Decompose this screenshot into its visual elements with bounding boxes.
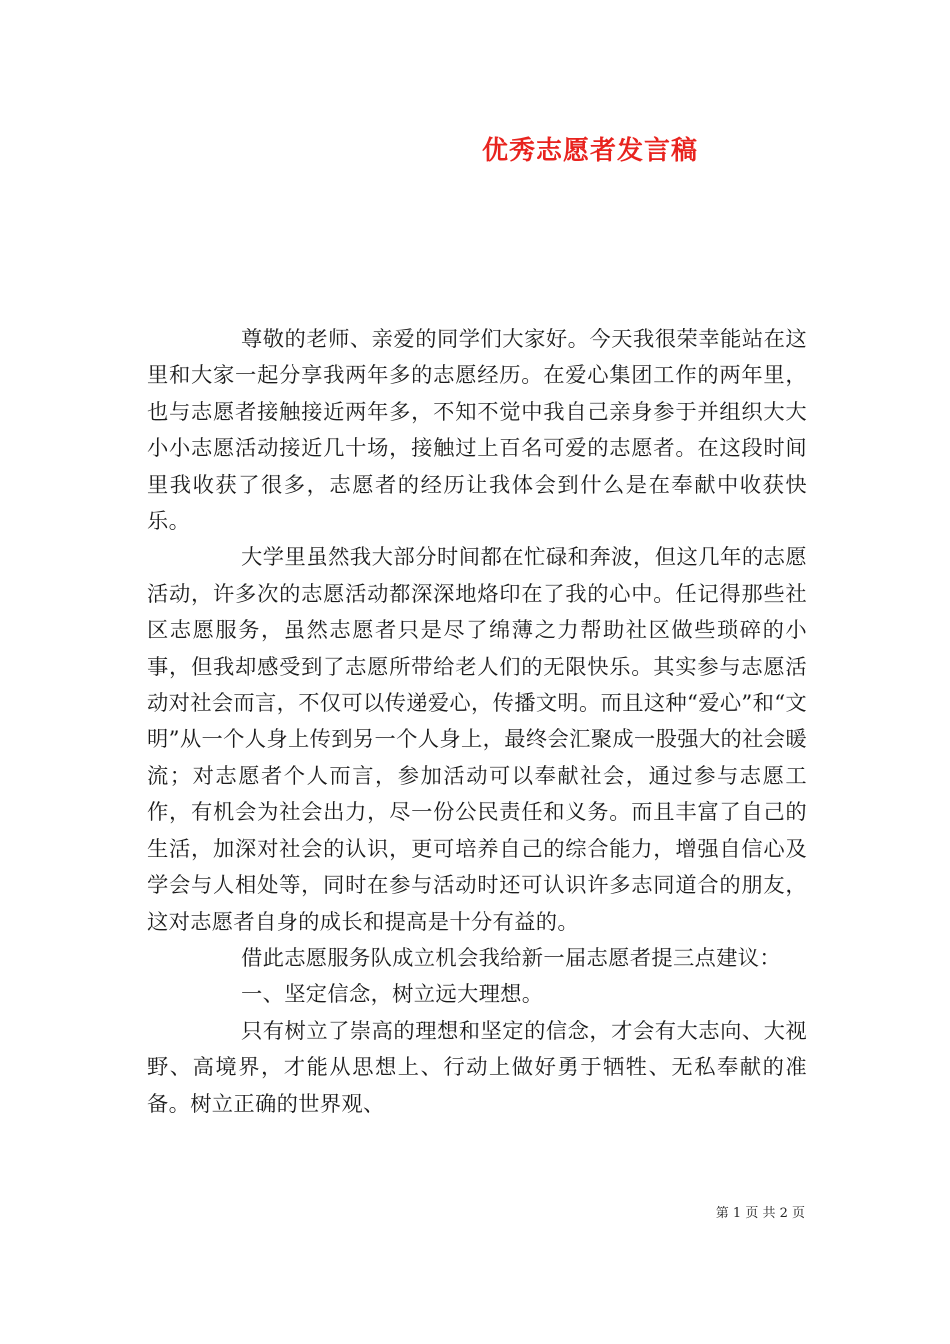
paragraph-1: 尊敬的老师、亲爱的同学们大家好。今天我很荣幸能站在这里和大家一起分享我两年多的志愿经历。在爱心集团工作的两年里，也与志愿者接触接近两年多，不知不觉中我自己亲身参于并组织大大小小志愿活动接近几十场，接触过上百名可爱的志愿者。在这段时间里我收获了很多，志愿者的经历让我体会到什么是在奉献中收获快乐。: [147, 327, 807, 535]
paragraph-4: 一、坚定信念，树立远大理想。: [241, 982, 544, 1008]
page-number-footer: 第 1 页 共 2 页: [715, 1206, 805, 1221]
paragraph-5: 只有树立了崇高的理想和坚定的信念，才会有大志向、大视野、高境界，才能从思想上、行动上做好勇于牺牲、无私奉献的准备。树立正确的世界观、: [147, 1018, 807, 1117]
paragraph-2: 大学里虽然我大部分时间都在忙碌和奔波，但这几年的志愿活动，许多次的志愿活动都深深地烙印在了我的心中。任记得那些社区志愿服务，虽然志愿者只是尽了绵薄之力帮助社区做些琐碎的小事，但我却感受到了志愿所带给老人们的无限快乐。其实参与志愿活动对社会而言，不仅可以传递爱心，传播文明。而且这种“爱心”和“文明”从一个人身上传到另一个人身上，最终会汇聚成一股强大的社会暖流；对志愿者个人而言，参加活动可以奉献社会，通过参与志愿工作，有机会为社会出力，尽一份公民责任和义务。而且丰富了自己的生活，加深对社会的认识，更可培养自己的综合能力，增强自信心及学会与人相处等，同时在参与活动时还可认识许多志同道合的朋友，这对志愿者自身的成长和提高是十分有益的。: [147, 545, 807, 935]
document-title: 优秀志愿者发言稿: [481, 136, 698, 166]
paragraph-3: 借此志愿服务队成立机会我给新一届志愿者提三点建议：: [241, 945, 781, 971]
document-body: [147, 322, 807, 1123]
